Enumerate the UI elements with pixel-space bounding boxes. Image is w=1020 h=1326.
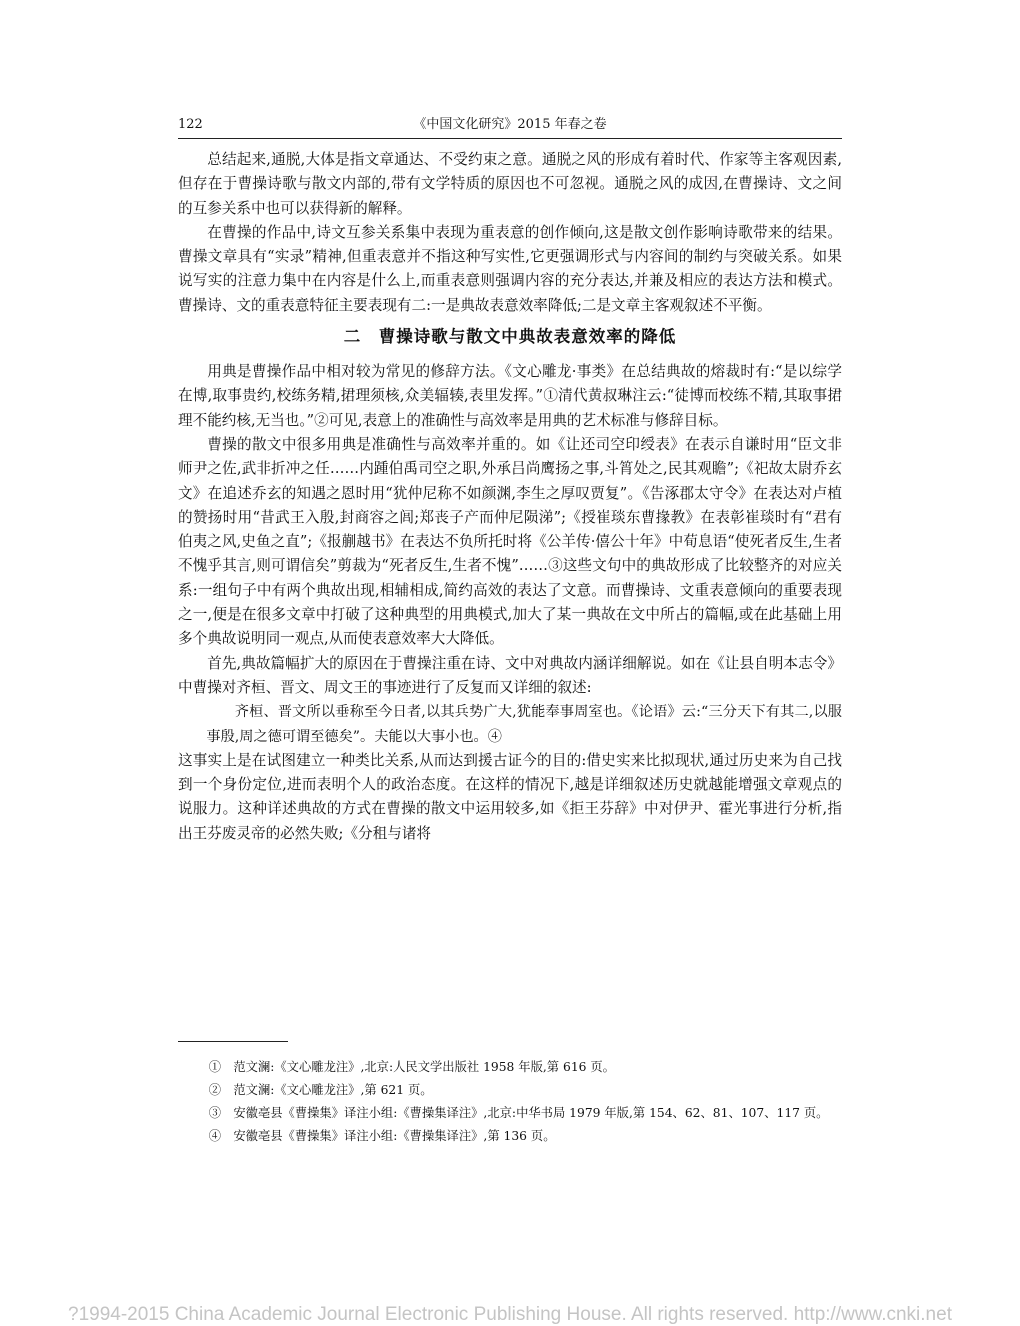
paragraph-6: 这事实上是在试图建立一种类比关系,从而达到援古证今的目的:借史实来比拟现状,通过历史来为自己找到一个身份定位,进而表明个人的政治态度。在这样的情况下,越是详细叙述历史就越能增强文章观点的说服力。这种详述典故的方式在曹操的散文中运用较多,如《拒王芬辞》中对伊尹、霍光事进行分析,指出王芬废灵帝的必然失败;《分租与诸将 — [178, 751, 842, 842]
page-number: 122 — [178, 117, 203, 132]
section-heading: 二 曹操诗歌与散文中典故表意效率的降低 — [343, 327, 677, 347]
footnote-2: ② 范文澜:《文心雕龙注》,第 621 页。 — [208, 1083, 433, 1097]
block-quote: 齐桓、晋文所以垂称至今日者,以其兵势广大,犹能奉事周室也。《论语》云:“三分天下有其二,以服事殷,周之德可谓至德矣”。夫能以大事小也。④ — [206, 704, 842, 745]
running-header — [178, 116, 842, 139]
footnote-1: ① 范文澜:《文心雕龙注》,北京:人民文学出版社 1958 年版,第 616 页。 — [208, 1060, 615, 1074]
footnotes — [178, 1057, 842, 1149]
footnote-divider — [178, 1041, 288, 1042]
article-body — [178, 148, 842, 846]
paragraph-3: 用典是曹操作品中相对较为常见的修辞方法。《文心雕龙·事类》在总结典故的熔裁时有:“是以综学在博,取事贵约,校练务精,捃理须核,众美辐辏,表里发挥。”①清代黄叔琳注云:“徒博而校练不精,其取事捃理不能约核,无当也。”②可见,表意上的准确性与高效率是用典的艺术标准与修辞目标。 — [178, 363, 842, 429]
journal-title: 《中国文化研究》2015 年春之卷 — [413, 117, 607, 132]
footnote-3: ③ 安徽亳县《曹操集》译注小组:《曹操集译注》,北京:中华书局 1979 年版,第 154、62、81、107、117 页。 — [208, 1106, 829, 1120]
page — [178, 0, 842, 1320]
footnote-4: ④ 安徽亳县《曹操集》译注小组:《曹操集译注》,第 136 页。 — [208, 1129, 556, 1143]
paragraph-5: 首先,典故篇幅扩大的原因在于曹操注重在诗、文中对典故内涵详细解说。如在《让县自明本志令》中曹操对齐桓、晋文、周文王的事迹进行了反复而又详细的叙述: — [178, 654, 842, 696]
copyright-watermark: ?1994-2015 China Academic Journal Electronic Publishing House. All rights reserved. http://www.cnki.net — [68, 1304, 952, 1325]
paragraph-2: 在曹操的作品中,诗文互参关系集中表现为重表意的创作倾向,这是散文创作影响诗歌带来的结果。曹操文章具有“实录”精神,但重表意并不指这种写实性,它更强调形式与内容间的制约与突破关系。如果说写实的注意力集中在内容是什么上,而重表意则强调内容的充分表达,并兼及相应的表达方法和模式。曹操诗、文的重表意特征主要表现有二:一是典故表意效率降低;二是文章主客观叙述不平衡。 — [178, 223, 842, 314]
paragraph-1: 总结起来,通脱,大体是指文章通达、不受约束之意。通脱之风的形成有着时代、作家等主客观因素,但存在于曹操诗歌与散文内部的,带有文学特质的原因也不可忽视。通脱之风的成因,在曹操诗、文之间的互参关系中也可以获得新的解释。 — [178, 151, 842, 217]
paragraph-4: 曹操的散文中很多用典是准确性与高效率并重的。如《让还司空印绶表》在表示自谦时用“臣文非师尹之佐,武非折冲之任……内踵伯禹司空之职,外承吕尚鹰扬之事,斗筲处之,民其观瞻”;《祀故太尉乔玄文》在追述乔玄的知遇之恩时用“犹仲尼称不如颜渊,李生之厚叹贾复”。《告涿郡太守令》在表达对卢植的赞扬时用“昔武王入殷,封商容之闾;郑丧子产而仲尼陨涕”;《授崔琰东曹掾教》在表彰崔琰时有“君有伯夷之风,史鱼之直”;《报蒯越书》在表达不负所托时将《公羊传·僖公十年》中荀息语“使死者反生,生者不愧乎其言,则可谓信矣”剪裁为“死者反生,生者不愧”……③这些文句中的典故形成了比较整齐的对应关系:一组句子中有两个典故出现,相辅相成,简约高效的表达了文意。而曹操诗、文重表意倾向的重要表现之一,便是在很多文章中打破了这种典型的用典模式,加大了某一典故在文中所占的篇幅,或在此基础上用多个典故说明同一观点,从而使表意效率大大降低。 — [178, 435, 842, 648]
